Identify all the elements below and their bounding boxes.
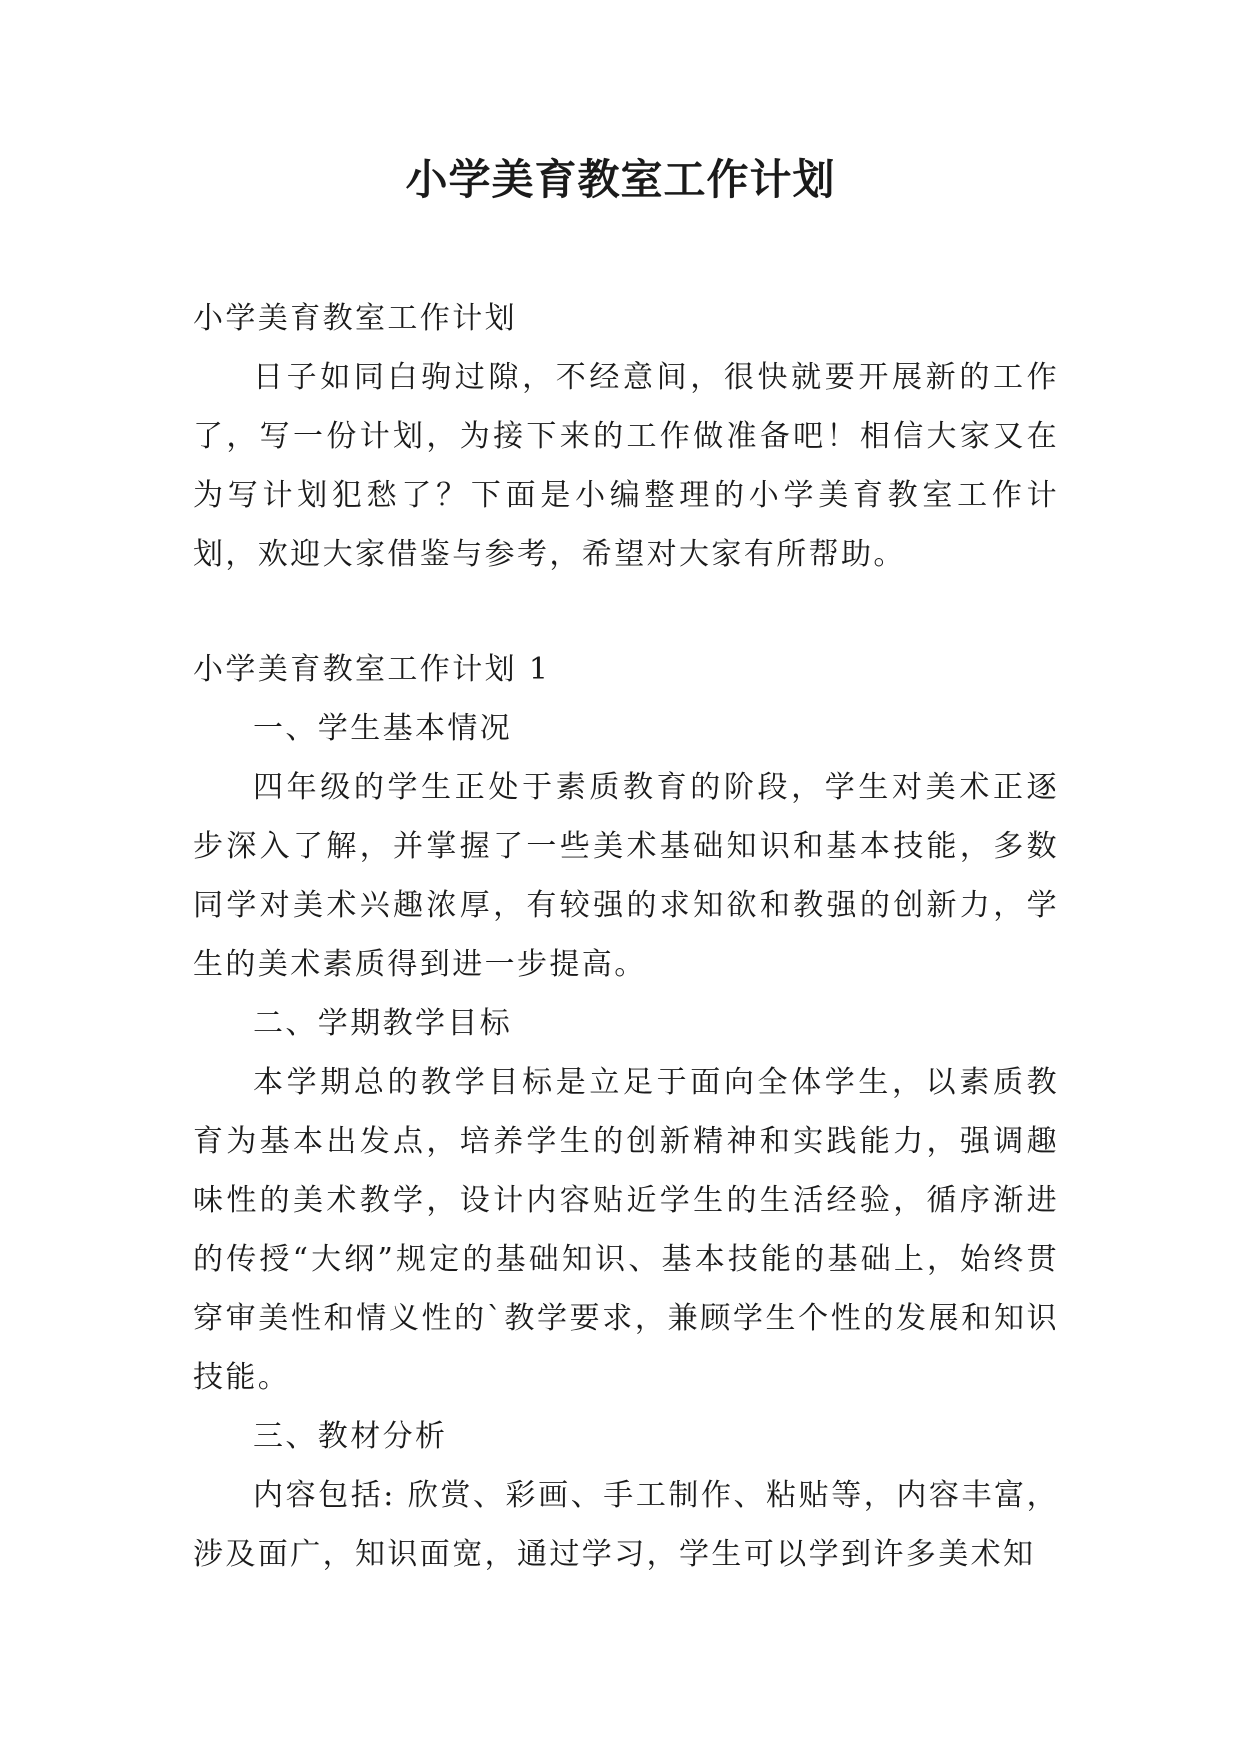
intro-paragraph: 日子如同白驹过隙，不经意间，很快就要开展新的工作了，写一份计划，为接下来的工作做准备吧！相信大家又在为写计划犯愁了？下面是小编整理的小学美育教室工作计划，欢迎大家借鉴与参考，希望对大家有所帮助。 bbox=[193, 360, 1059, 572]
paragraph-gap bbox=[193, 584, 1059, 640]
section-heading: 小学美育教室工作计划 bbox=[193, 301, 517, 336]
subsection-heading: 一、学生基本情况 bbox=[253, 711, 513, 746]
body-paragraph: 内容包括: 欣赏、彩画、手工制作、粘贴等，内容丰富，涉及面广，知识面宽，通过学习，学生可以学到许多美术知 bbox=[193, 1478, 1059, 1572]
subsection-heading: 三、教材分析 bbox=[253, 1419, 448, 1454]
body-paragraph: 本学期总的教学目标是立足于面向全体学生，以素质教育为基本出发点，培养学生的创新精神和实践能力，强调趣味性的美术教学，设计内容贴近学生的生活经验，循序渐进的传授“大纲”规定的基础知识、基本技能的基础上，始终贯穿审美性和情义性的`教学要求，兼顾学生个性的发展和知识技能。 bbox=[193, 1065, 1059, 1395]
body-paragraph: 四年级的学生正处于素质教育的阶段，学生对美术正逐步深入了解，并掌握了一些美术基础知识和基本技能，多数同学对美术兴趣浓厚，有较强的求知欲和教强的创新力，学生的美术素质得到进一步提高。 bbox=[193, 770, 1059, 982]
section-heading: 小学美育教室工作计划 1 bbox=[193, 652, 551, 687]
document-body bbox=[193, 289, 1059, 1584]
subsection-heading: 二、学期教学目标 bbox=[253, 1006, 513, 1041]
document-title: 小学美育教室工作计划 bbox=[405, 155, 836, 204]
